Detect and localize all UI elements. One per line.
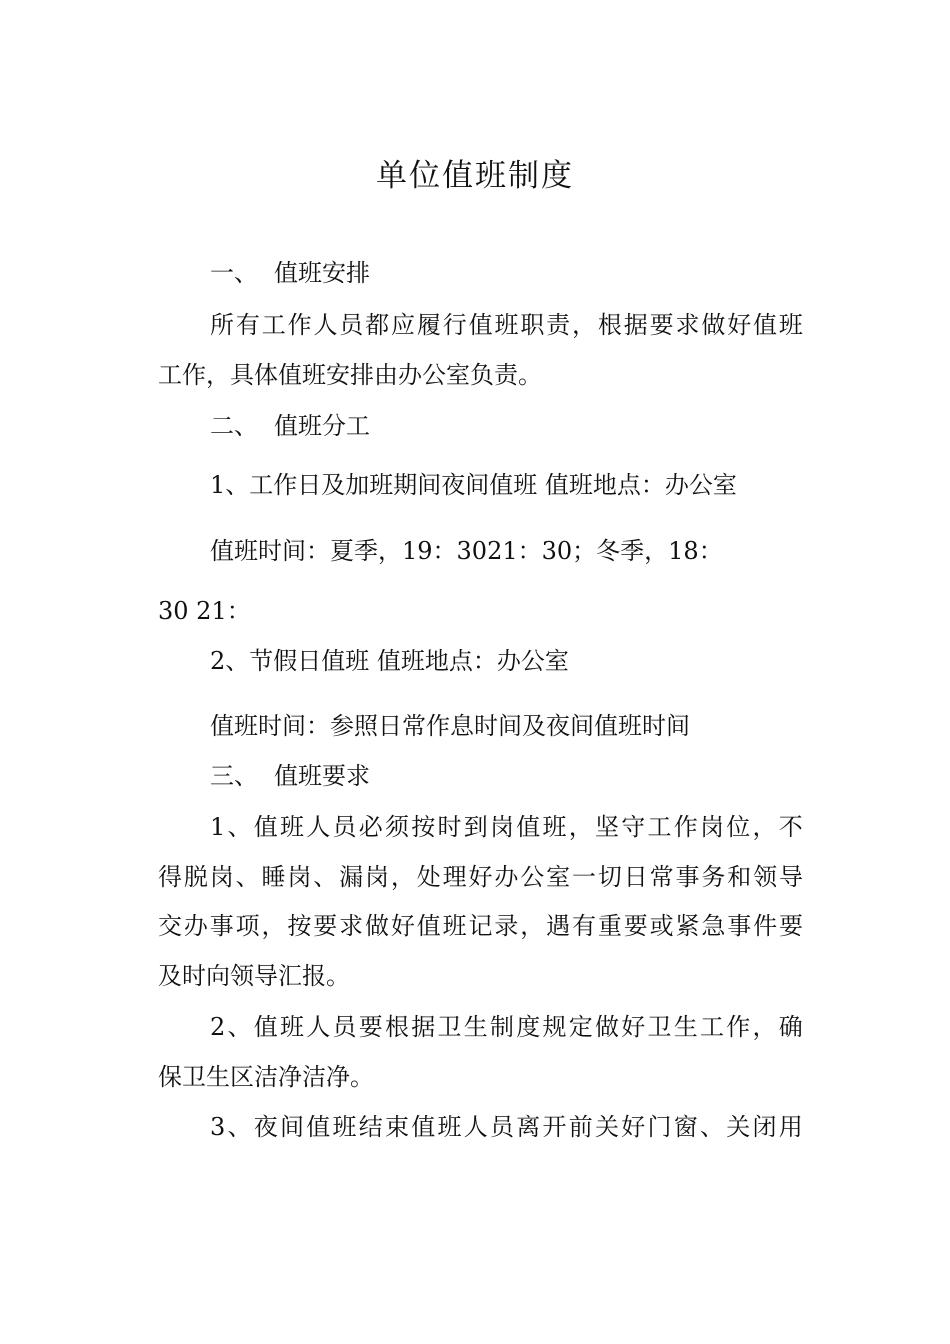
paragraph-line: 值班时间：夏季，19：3021：30；冬季，18： — [210, 537, 723, 565]
paragraph-line: 所 有 工 作 人 员 都 应 履 行 值 班 职 责 ， 根 据 要 求 做 好 值 班 — [210, 311, 803, 339]
section-heading-1 — [210, 258, 370, 288]
paragraph-line: 值班时间：参照日常作息时间及夜间值班时间 — [210, 712, 690, 740]
section-heading-3 — [210, 761, 370, 791]
paragraph-line: 得 脱 岗 、 睡 岗 、 漏 岗 ， 处 理 好 办 公 室 一 切 日 常 事 务 和 领 导 — [158, 863, 803, 891]
section-number: 二、 — [210, 412, 258, 440]
paragraph-line: 30 21： — [158, 597, 251, 625]
document-title: 单位值班制度 — [376, 158, 574, 194]
section-heading-2 — [210, 411, 370, 441]
paragraph-line: 工作，具体值班安排由办公室负责。 — [158, 361, 542, 389]
paragraph-line: 1 、 值 班 人 员 必 须 按 时 到 岗 值 班 ， 坚 守 工 作 岗 位 ， 不 — [210, 813, 803, 841]
list-item: 1、工作日及加班期间夜间值班 值班地点：办公室 — [210, 471, 737, 499]
list-item: 2、节假日值班 值班地点：办公室 — [210, 647, 569, 675]
section-title: 值班分工 — [274, 412, 370, 440]
paragraph-line: 3 、 夜 间 值 班 结 束 值 班 人 员 离 开 前 关 好 门 窗 、 关 闭 用 — [210, 1113, 803, 1141]
paragraph-line: 保卫生区洁净洁净。 — [158, 1063, 374, 1091]
paragraph-line: 2 、 值 班 人 员 要 根 据 卫 生 制 度 规 定 做 好 卫 生 工 作 ， 确 — [210, 1013, 803, 1041]
section-number: 一、 — [210, 259, 258, 287]
section-title: 值班要求 — [274, 762, 370, 790]
paragraph-line: 交 办 事 项 ， 按 要 求 做 好 值 班 记 录 ， 遇 有 重 要 或 紧 急 事 件 要 — [158, 912, 803, 940]
paragraph-line: 及时向领导汇报。 — [158, 962, 350, 990]
section-number: 三、 — [210, 762, 258, 790]
section-title: 值班安排 — [274, 259, 370, 287]
